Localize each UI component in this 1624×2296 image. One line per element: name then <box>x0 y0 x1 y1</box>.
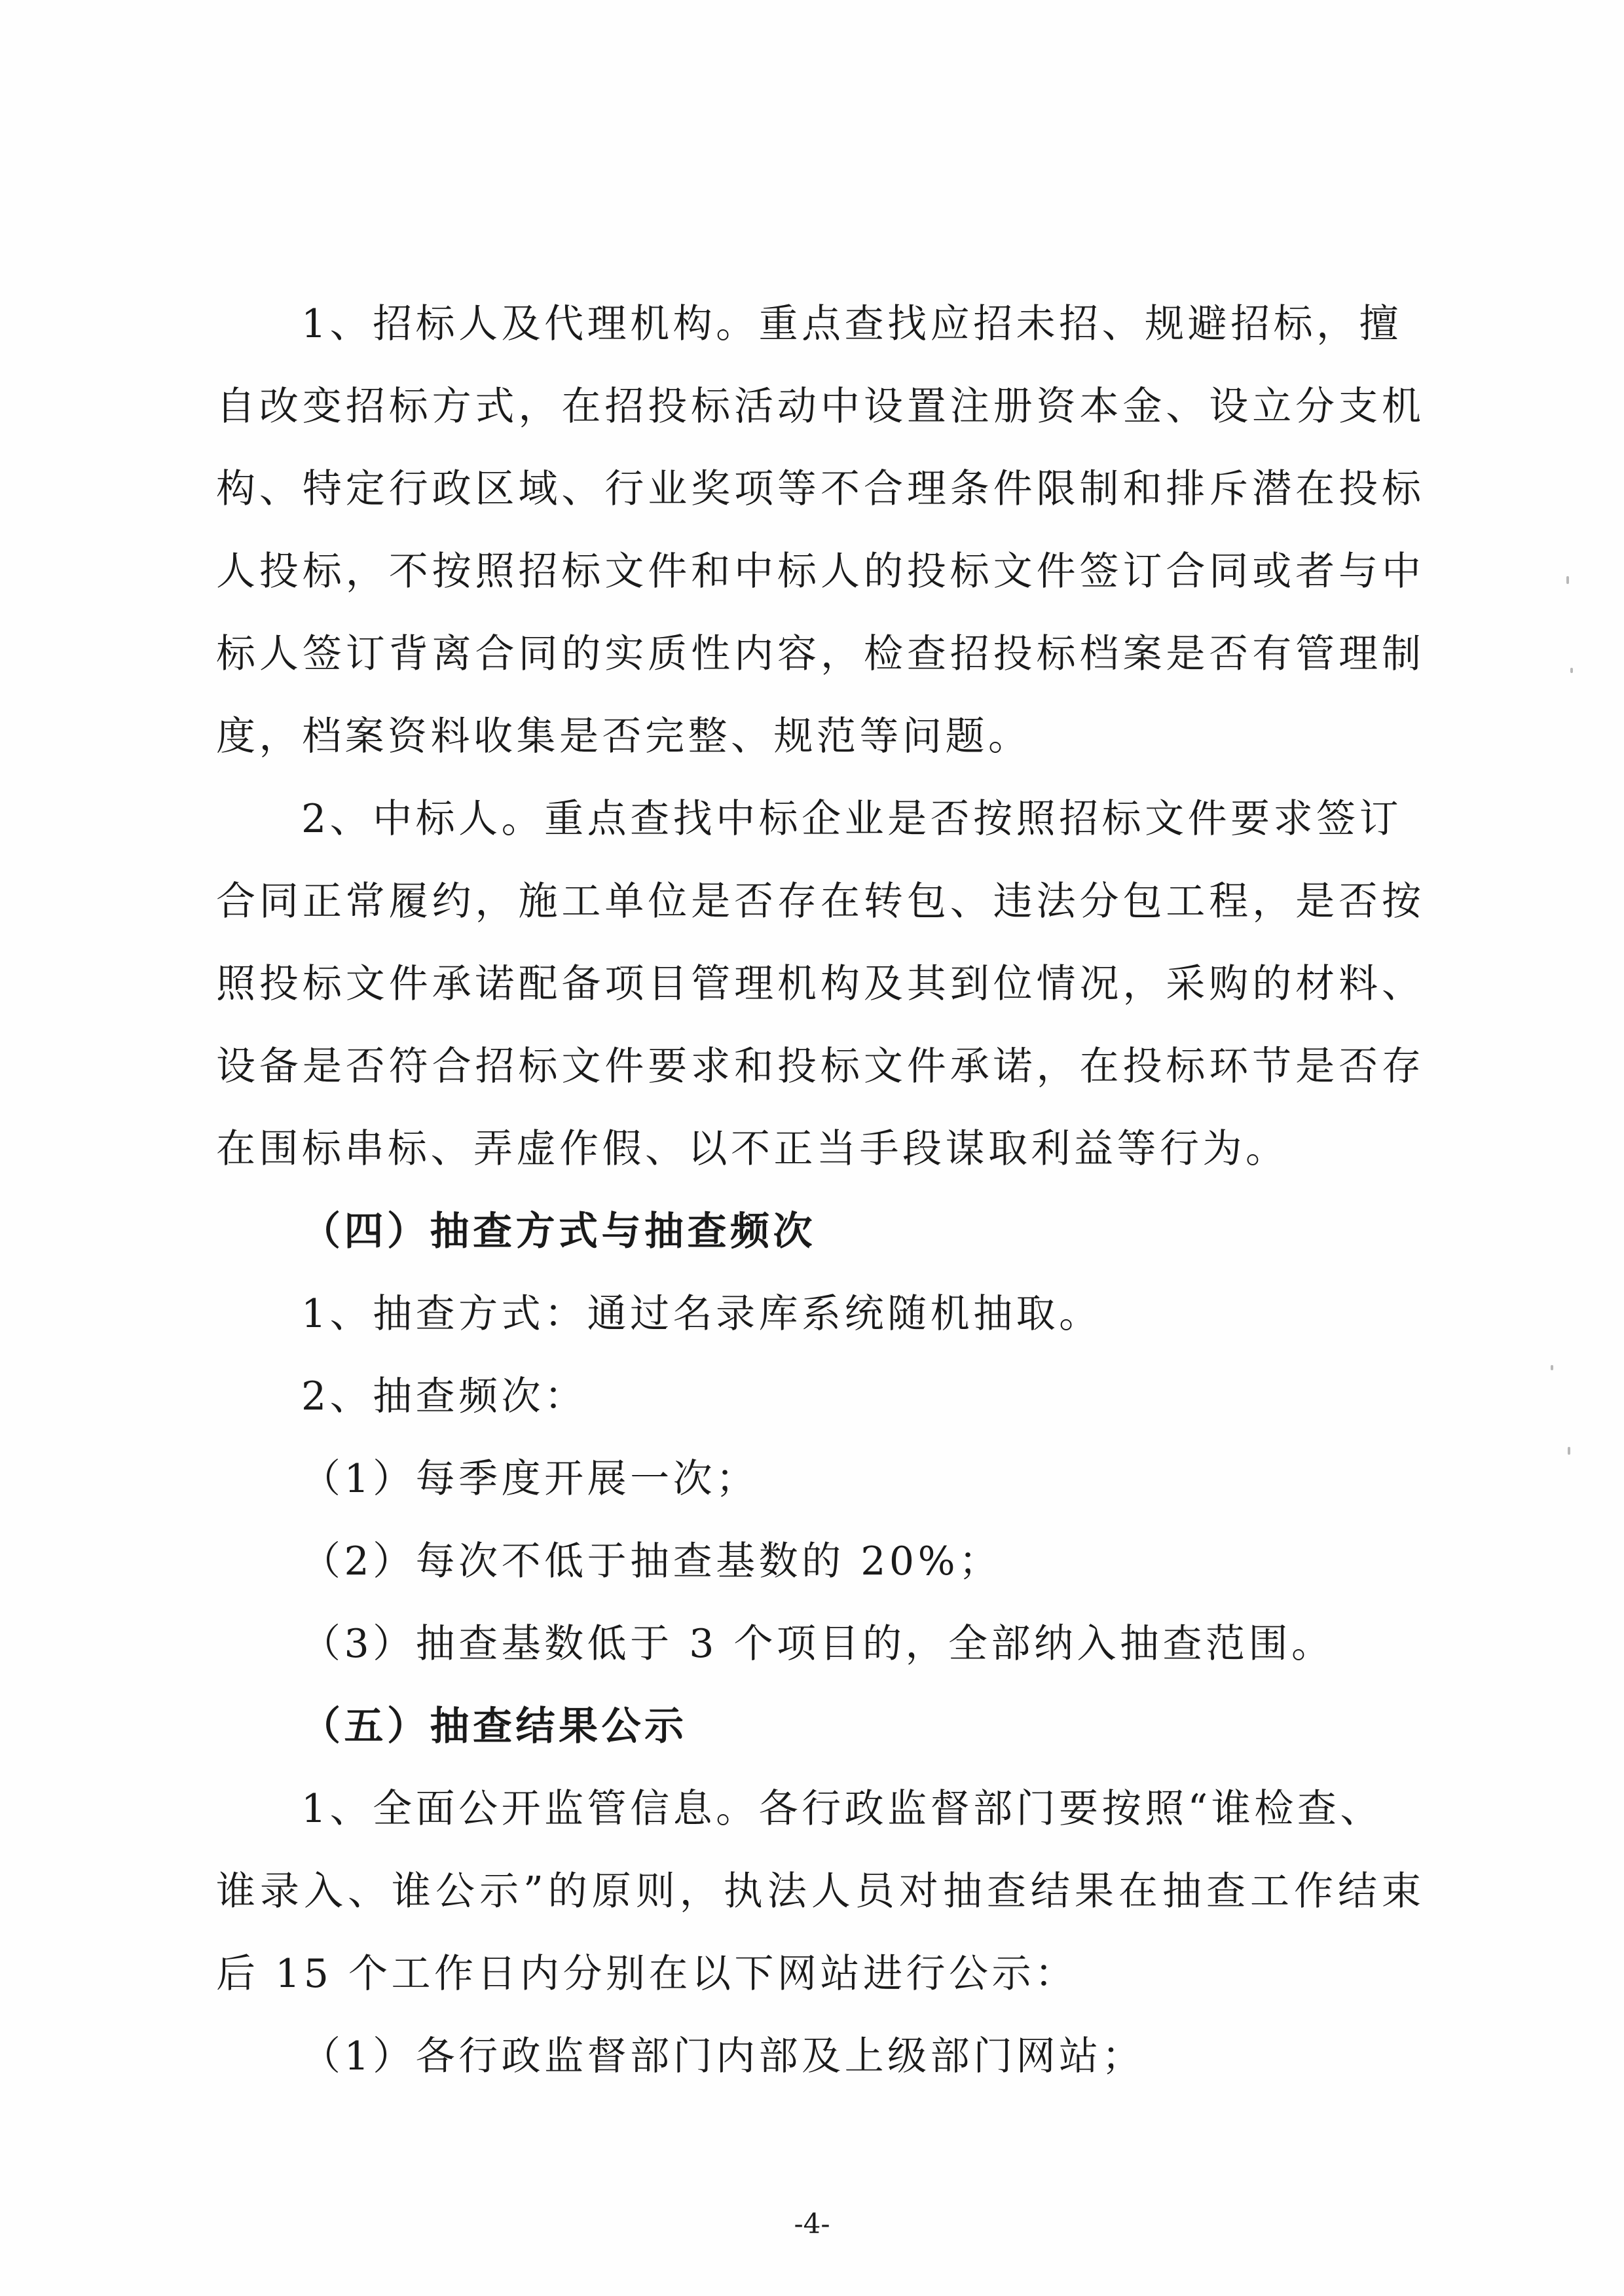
frequency-item-3: （3）抽查基数低于 3 个项目的，全部纳入抽查范围。 <box>301 1621 1335 1667</box>
paragraph-1-line-1: 1、招标人及代理机构。重点查找应招未招、规避招标，擅 <box>301 301 1403 347</box>
paragraph-2-line-5: 在围标串标、弄虚作假、以不正当手段谋取利益等行为。 <box>216 1126 1289 1172</box>
paragraph-2-line-2: 合同正常履约，施工单位是否存在转包、违法分包工程，是否按 <box>216 879 1421 924</box>
paragraph-1-line-5: 标人签订背离合同的实质性内容，检查招投标档案是否有管理制 <box>216 631 1421 677</box>
paragraph-3-line-1: 1、全面公开监管信息。各行政监督部门要按照“谁检查、 <box>301 1786 1383 1832</box>
paragraph-3-line-3: 后 15 个工作日内分别在以下网站进行公示： <box>216 1951 1078 1997</box>
paragraph-2-line-4: 设备是否符合招标文件要求和投标文件承诺，在投标环节是否存 <box>216 1044 1421 1089</box>
frequency-item-2: （2）每次不低于抽查基数的 20%； <box>301 1539 1002 1584</box>
scan-speck <box>1568 1447 1570 1455</box>
paragraph-2-line-3: 照投标文件承诺配备项目管理机构及其到位情况，采购的材料、 <box>216 961 1421 1007</box>
frequency-item-1: （1）每季度开展一次； <box>301 1456 759 1502</box>
scan-speck <box>1566 576 1569 584</box>
section-heading-4: （四）抽查方式与抽查频次 <box>301 1209 816 1254</box>
paragraph-1-line-6: 度，档案资料收集是否完整、规范等问题。 <box>216 714 1031 759</box>
paragraph-2-line-1: 2、中标人。重点查找中标企业是否按照招标文件要求签订 <box>301 796 1403 842</box>
page-number: -4- <box>794 2208 830 2240</box>
paragraph-1-line-4: 人投标，不按照招标文件和中标人的投标文件签订合同或者与中 <box>216 549 1421 594</box>
inspection-frequency: 2、抽查频次： <box>301 1374 587 1419</box>
scan-speck <box>1570 668 1573 673</box>
section-heading-5: （五）抽查结果公示 <box>301 1704 688 1749</box>
paragraph-1-line-2: 自改变招标方式，在招投标活动中设置注册资本金、设立分支机 <box>216 384 1421 429</box>
paragraph-3-item-1: （1）各行政监督部门内部及上级部门网站； <box>301 2033 1145 2079</box>
inspection-method: 1、抽查方式：通过名录库系统随机抽取。 <box>301 1291 1102 1337</box>
scan-speck <box>1551 1365 1553 1370</box>
paragraph-1-line-3: 构、特定行政区域、行业奖项等不合理条件限制和排斥潜在投标 <box>216 466 1421 512</box>
paragraph-3-line-2: 谁录入、谁公示”的原则，执法人员对抽查结果在抽查工作结束 <box>216 1868 1421 1914</box>
